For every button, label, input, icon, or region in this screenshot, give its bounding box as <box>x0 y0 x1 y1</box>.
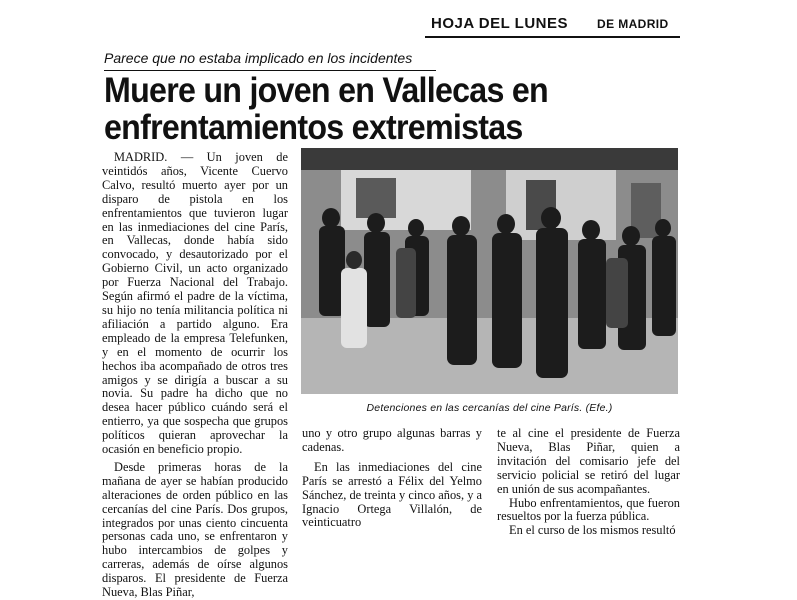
article-paragraph: MADRID. — Un joven de veintidós años, Vicente Cuervo Calvo, resultó muerto ayer por un disparo de pistola en los enfrentamientos que tuvieron lugar en las inmediaciones del cine París, en Vallecas, donde había sido convocado, y desautorizado por el Gobierno Civil, un acto organizado por Fuerza Nacional del Trabajo. Según afirmó el padre de la víctima, su hijo no tenía militancia política ni afiliación a partido alguno. Era empleado de la empresa Telefunken, y en el momento de ocurrir los hechos iba acompañado de otros tres amigos y se dirigía a buscar a su novia. Su padre ha dicho que no desea hacer público cuándo será el entierro, ya que sospecha que grupos políticos quieran aprovechar la ocasión en beneficio propio. <box>102 150 288 457</box>
article-paragraph: En las inmediaciones del cine París se arrestó a Félix del Yelmo Sánchez, de treinta y cinco años, y a Ignacio Ortega Villalón, de veinticuatro <box>302 459 482 530</box>
photo-caption: Detenciones en las cercanías del cine París. (Efe.) <box>366 402 613 414</box>
article-column-3 <box>497 426 680 538</box>
headline: Muere un joven en Vallecas en enfrentamientos extremistas <box>104 71 548 147</box>
article-paragraph: te al cine el presidente de Fuerza Nueva, Blas Piñar, quien a invitación del comisario jefe del servicio policial se retiró del lugar en unión de sus acompañantes. <box>497 426 680 496</box>
masthead <box>425 14 680 38</box>
kicker: Parece que no estaba implicado en los incidentes <box>104 50 436 71</box>
article-paragraph: uno y otro grupo algunas barras y cadenas. <box>302 426 482 454</box>
article-paragraph: Desde primeras horas de la mañana de ayer se habían producido alteraciones de orden público en las cercanías del cine París. Dos grupos, integrados por unas ciento cincuenta personas cada uno, se enfrentaron y hubo intercambios de golpes y carreras, además de oírse algunos disparos. El presidente de Fuerza Nueva, Blas Piñar, <box>102 459 288 600</box>
crowd-photo-illustration <box>301 148 678 394</box>
article-column-2 <box>302 426 482 530</box>
article-paragraph: Hubo enfrentamientos, que fueron resueltos por la fuerza pública. <box>497 495 680 524</box>
article-column-1 <box>102 150 288 600</box>
news-photo <box>301 148 678 394</box>
article-paragraph: En el curso de los mismos resultó <box>509 523 676 538</box>
masthead-title: HOJA DEL LUNES <box>431 15 569 32</box>
masthead-city: DE MADRID <box>597 17 669 31</box>
